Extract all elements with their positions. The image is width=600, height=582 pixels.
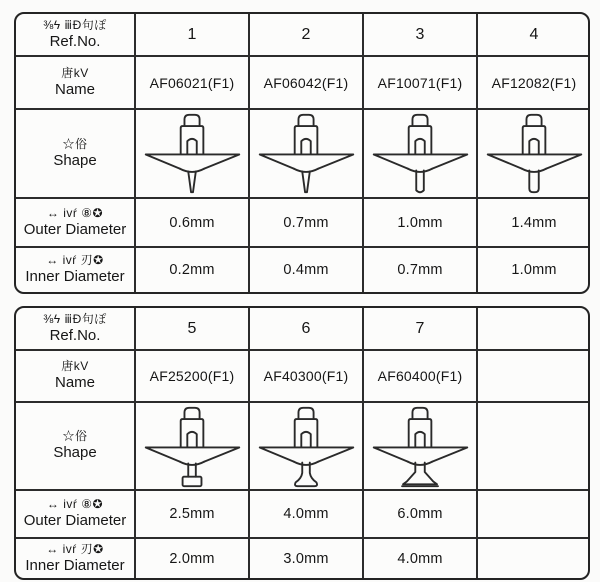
row-header-name [16, 55, 134, 108]
row-header-outer-diameter [16, 489, 134, 537]
row-header-name [16, 349, 134, 401]
shape-drawing-thin-stem-icon [362, 108, 476, 197]
row-header-ref-no-label: Ref.No. [49, 326, 101, 344]
outer-diameter-cell: 6.0mm [362, 489, 476, 537]
row-header-outer-label: Outer Diameter [23, 220, 127, 238]
row-header-outer-garbled: ↔ ivŕ ⑧✪ [46, 497, 104, 512]
row-header-ref-no-label: Ref.No. [49, 32, 101, 50]
row-header-inner-diameter [16, 537, 134, 578]
outer-diameter-cell: 0.7mm [248, 197, 362, 246]
shape-drawing-flared-foot-icon [248, 401, 362, 489]
row-header-shape-label: Shape [53, 444, 97, 462]
ref-no-cell: 3 [362, 14, 476, 55]
part-name-cell: AF06021(F1) [134, 55, 248, 108]
shape-drawing-needle-tip-icon [134, 108, 248, 197]
row-header-ref-no [16, 308, 134, 349]
outer-diameter-cell: 1.4mm [476, 197, 590, 246]
ref-no-cell: 4 [476, 14, 590, 55]
row-header-ref-no [16, 14, 134, 55]
part-name-cell: AF06042(F1) [248, 55, 362, 108]
inner-diameter-cell: 2.0mm [134, 537, 248, 578]
outer-diameter-cell: 4.0mm [248, 489, 362, 537]
outer-diameter-cell: 0.6mm [134, 197, 248, 246]
spec-table-upper [14, 12, 590, 294]
row-header-ref-no-garbled: ⅜ϟ ⅲÐ句ぽ [43, 311, 107, 326]
ref-no-cell: 1 [134, 14, 248, 55]
ref-no-cell: 2 [248, 14, 362, 55]
shape-drawing-thick-stem-icon [476, 108, 590, 197]
row-header-shape [16, 401, 134, 489]
ref-no-cell [476, 308, 590, 349]
row-header-shape-garbled: ☆俗 [62, 136, 88, 151]
row-header-shape [16, 108, 134, 197]
row-header-name-garbled: 唐kV [61, 359, 89, 374]
row-header-outer-label: Outer Diameter [23, 512, 127, 530]
row-header-inner-garbled: ↔ ivŕ 刃✪ [46, 253, 104, 268]
part-name-cell [476, 349, 590, 401]
inner-diameter-cell: 1.0mm [476, 246, 590, 292]
shape-drawing-flat-foot-icon [134, 401, 248, 489]
outer-diameter-cell [476, 489, 590, 537]
row-header-inner-label: Inner Diameter [25, 268, 125, 286]
shape-drawing-wide-flared-foot-icon [362, 401, 476, 489]
part-name-cell: AF10071(F1) [362, 55, 476, 108]
shape-drawing-needle-tip-icon [248, 108, 362, 197]
row-header-inner-garbled: ↔ ivŕ 刃✪ [46, 541, 104, 556]
row-header-ref-no-garbled: ⅜ϟ ⅲÐ句ぽ [43, 17, 107, 32]
inner-diameter-cell: 0.2mm [134, 246, 248, 292]
part-name-cell: AF60400(F1) [362, 349, 476, 401]
shape-cell-empty [476, 401, 590, 489]
row-header-name-label: Name [54, 374, 95, 392]
inner-diameter-cell: 3.0mm [248, 537, 362, 578]
row-header-outer-garbled: ↔ ivŕ ⑧✪ [46, 205, 104, 220]
ref-no-cell: 6 [248, 308, 362, 349]
inner-diameter-cell [476, 537, 590, 578]
inner-diameter-cell: 0.7mm [362, 246, 476, 292]
part-name-cell: AF40300(F1) [248, 349, 362, 401]
inner-diameter-cell: 0.4mm [248, 246, 362, 292]
row-header-inner-label: Inner Diameter [25, 556, 125, 574]
row-header-outer-diameter [16, 197, 134, 246]
ref-no-cell: 7 [362, 308, 476, 349]
part-name-cell: AF25200(F1) [134, 349, 248, 401]
outer-diameter-cell: 2.5mm [134, 489, 248, 537]
ref-no-cell: 5 [134, 308, 248, 349]
inner-diameter-cell: 4.0mm [362, 537, 476, 578]
row-header-shape-garbled: ☆俗 [62, 429, 88, 444]
row-header-name-label: Name [54, 80, 95, 98]
row-header-shape-label: Shape [53, 151, 97, 169]
row-header-name-garbled: 唐kV [61, 65, 89, 80]
row-header-inner-diameter [16, 246, 134, 292]
spec-table-lower [14, 306, 590, 580]
outer-diameter-cell: 1.0mm [362, 197, 476, 246]
part-name-cell: AF12082(F1) [476, 55, 590, 108]
